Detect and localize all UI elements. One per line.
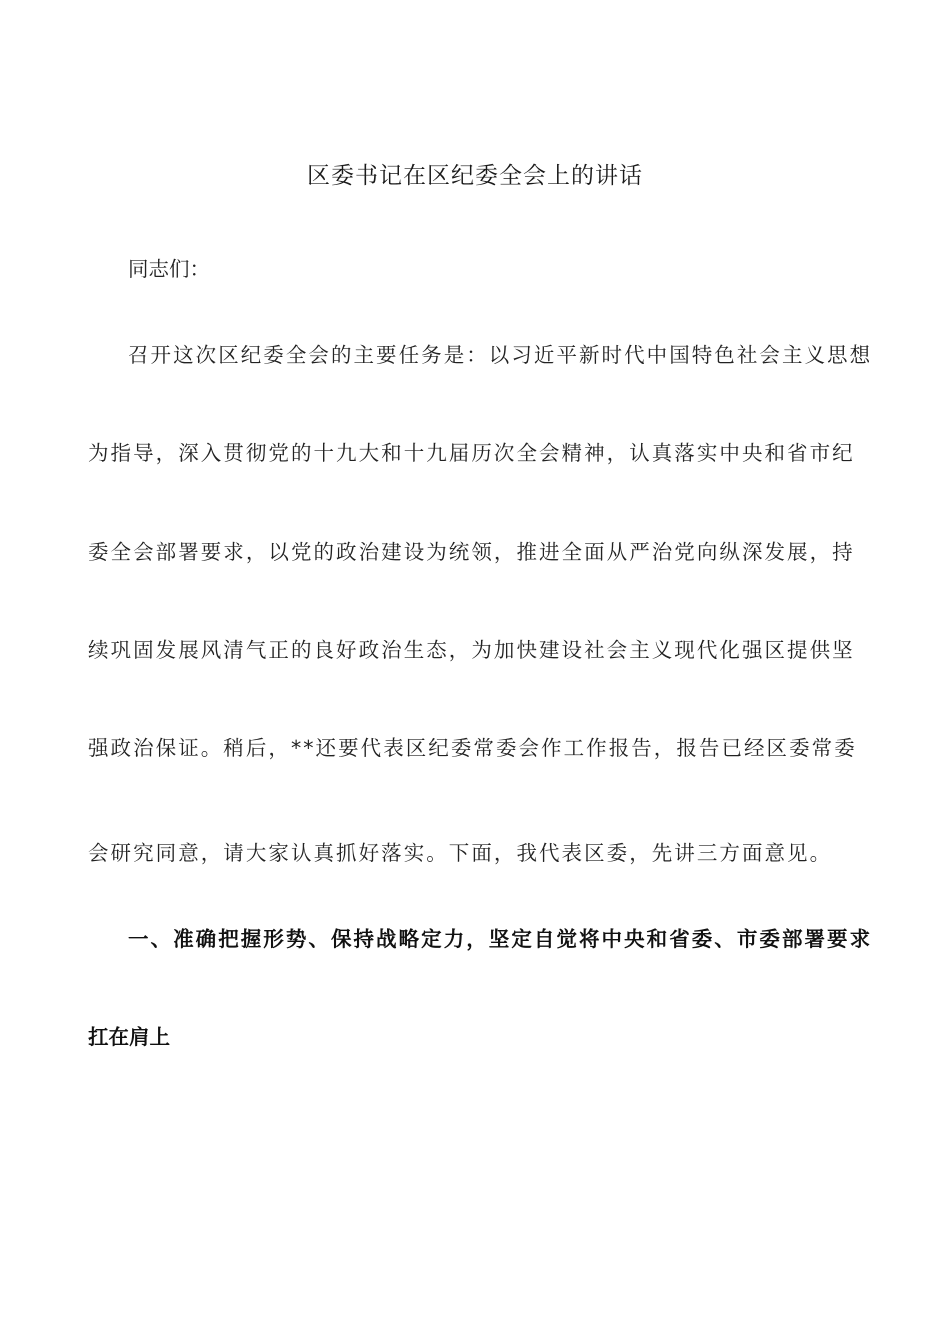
section-heading-line: 扛在肩上 xyxy=(88,1025,170,1049)
paragraph-line: 为指导，深入贯彻党的十九大和十九届历次全会精神，认真落实中央和省市纪 xyxy=(88,441,855,465)
salutation: 同志们： xyxy=(128,257,210,281)
paragraph-line: 召开这次区纪委全会的主要任务是：以习近平新时代中国特色社会主义思想 xyxy=(128,343,873,367)
paragraph-line: 委全会部署要求，以党的政治建设为统领，推进全面从严治党向纵深发展，持 xyxy=(88,540,855,564)
paragraph-line: 续巩固发展风清气正的良好政治生态，为加快建设社会主义现代化强区提供坚 xyxy=(88,638,855,662)
paragraph-line: 强政治保证。稍后，**还要代表区纪委常委会作工作报告，报告已经区委常委 xyxy=(88,736,857,760)
section-heading-line: 一、准确把握形势、保持战略定力，坚定自觉将中央和省委、市委部署要求 xyxy=(128,927,873,951)
document-title: 区委书记在区纪委全会上的讲话 xyxy=(307,163,643,189)
paragraph-line: 会研究同意，请大家认真抓好落实。下面，我代表区委，先讲三方面意见。 xyxy=(88,841,833,865)
